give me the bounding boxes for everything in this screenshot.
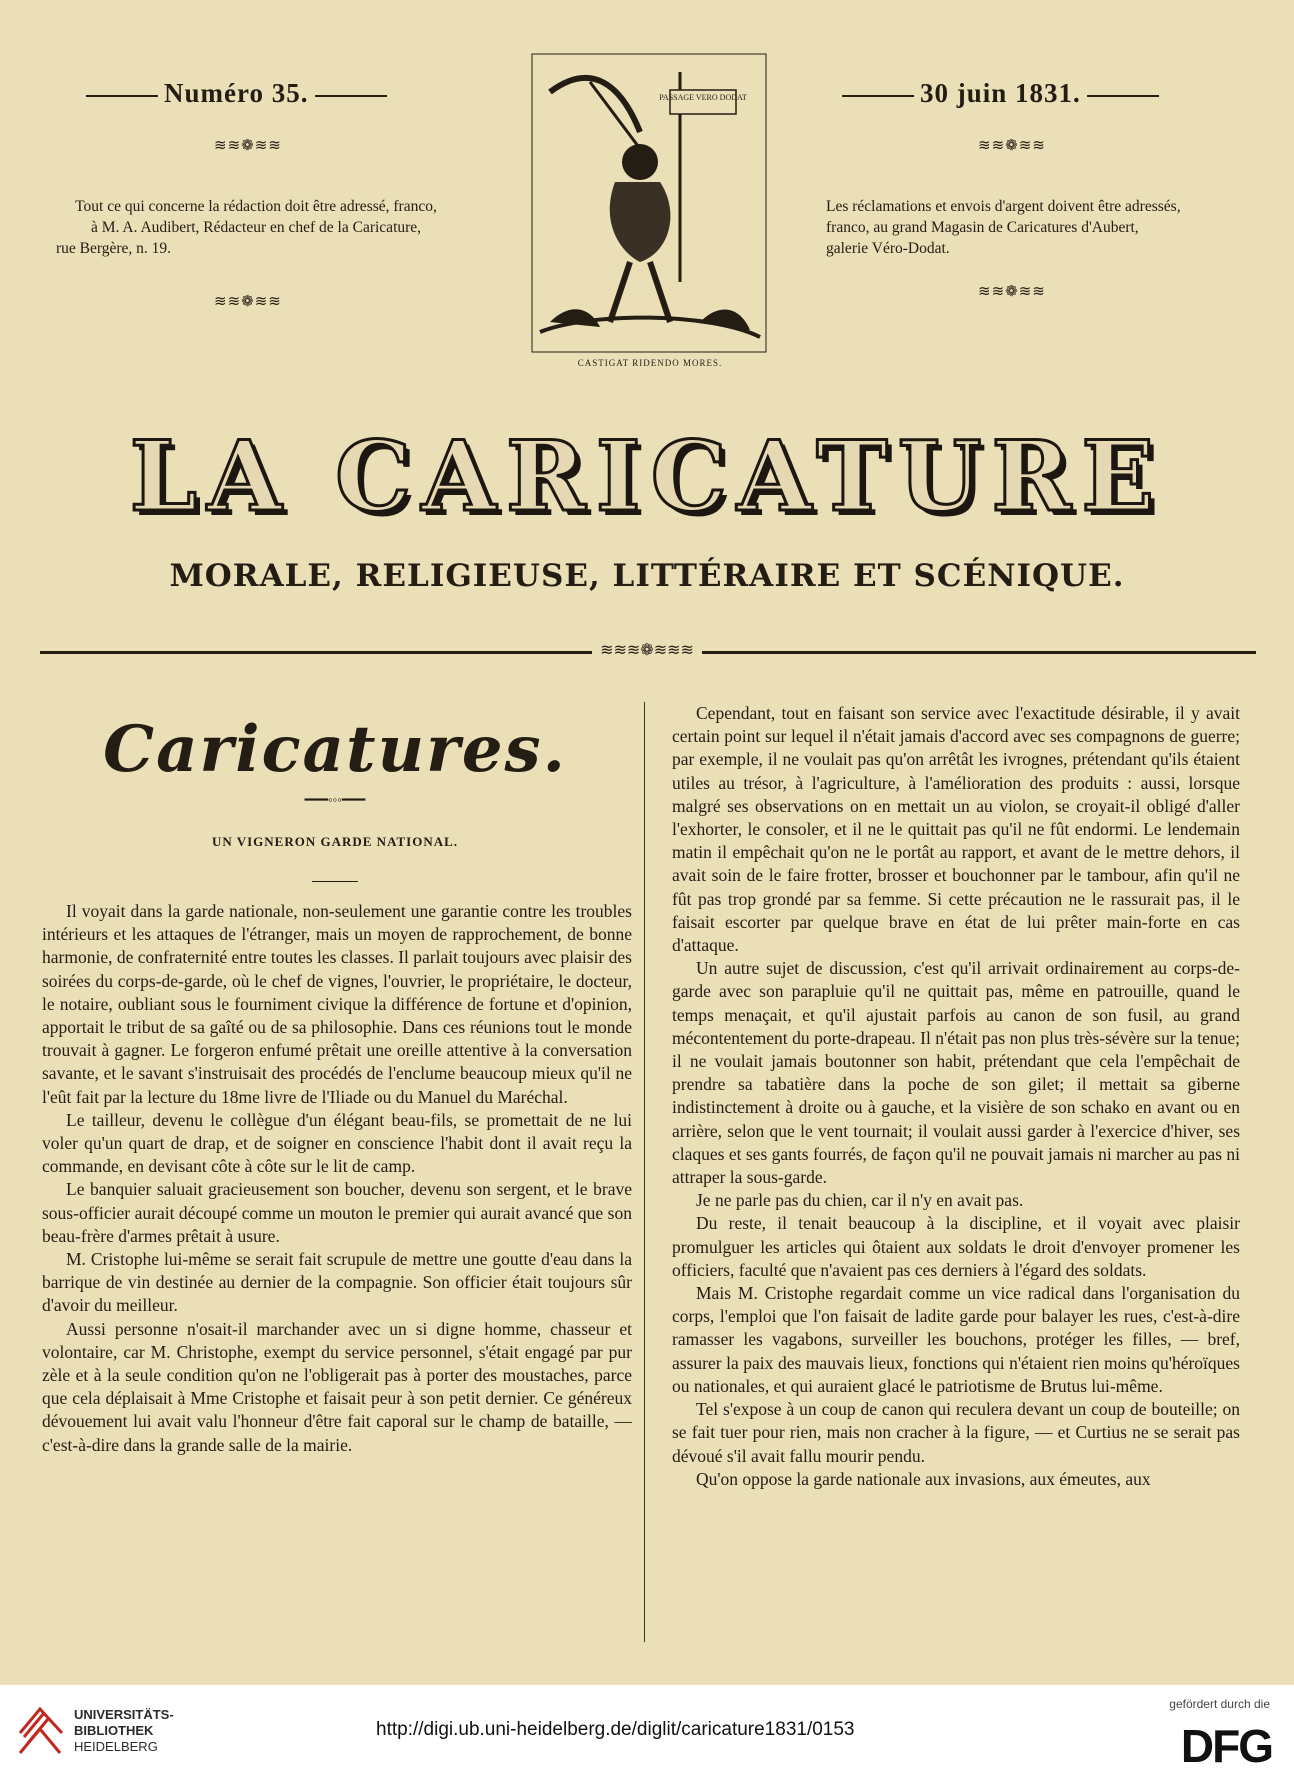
jester-vignette <box>530 52 768 354</box>
left-column <box>42 900 632 1457</box>
address-line: Les réclamations et envois d'argent doivent être adressés, <box>826 198 1181 215</box>
article-title: UN VIGNERON GARDE NATIONAL. <box>211 834 459 849</box>
library-name-line: BIBLIOTHEK <box>74 1723 154 1738</box>
issue-number-text: Numéro 35. <box>164 78 309 108</box>
right-column <box>672 702 1240 1491</box>
masthead-title: LA CARICATURE <box>129 420 1165 533</box>
paragraph: Un autre sujet de discussion, c'est qu'il arrivait ordinairement au corps-de-garde avec son parapluie qu'il ne quittait pas, même en patrouille, quand le temps menaçait, et qu'il ajustait parfois au canon de son fusil, au grand mécontentement du porte-drapeau. Il n'était pas non plus très-sévère sur la tenue; il ne voulait jamais boutonner son habit, prétendant que cela l'empêchait de prendre sa tabatière dans la poche de son gilet; il mettait sa giberne indistinctement à droite ou à gauche, et la visière de son schako en avant ou en arrière, selon que le vent tournait; il voulait aussi garder à l'exercice d'hiver, ses claques et ses gants fourrés, de façon qu'il ne pouvait jamais ni marcher au pas ni attraper la sous-garde. <box>672 958 1240 1188</box>
library-name-line: HEIDELBERG <box>74 1739 158 1754</box>
paragraph: Je ne parle pas du chien, car il n'y en avait pas. <box>696 1190 1024 1211</box>
address-line: Tout ce qui concerne la rédaction doit être adressé, franco, <box>75 198 437 215</box>
column-rule <box>644 702 645 1642</box>
divider-ornament-icon: ≋≋≋❁≋≋≋ <box>0 640 1294 660</box>
paragraph: Tel s'expose à un coup de canon qui reculera devant un coup de bouteille; on se fait tuer pour rien, mais non cracher à la figure, — et Curtius ne se serait pas dévoué s'il avait fallu mourir pendu. <box>672 1399 1240 1466</box>
paragraph: Du reste, il tenait beaucoup à la discipline, et il voyait avec plaisir promulguer les articles qui ôtaient aux soldats le droit d'envoyer promener les officiers, faculté que n'avaient pas ces derniers à l'égard des soldats. <box>672 1213 1240 1280</box>
paragraph: Qu'on oppose la garde nationale aux invasions, aux émeutes, aux <box>696 1468 1151 1489</box>
address-line: rue Bergère, n. 19. <box>56 240 172 257</box>
paragraph: Mais M. Cristophe regardait comme un vice radical dans l'organisation du corps, l'emploi que l'on faisait de ladite garde pour balayer les rues, c'est-à-dire ramasser les vagabons, surveiller les bouchons, protéger les filles, — bref, assurer la paix des mauvais lieux, fonctions qui n'étaient rien moins qu'héroïques ou nationales, et qui auraient glacé le patriotisme de Brutus lui-même. <box>672 1283 1240 1396</box>
editorial-address <box>56 196 456 259</box>
paragraph: Il voyait dans la garde nationale, non-seulement une garantie contre les troubles intérieurs et les attaques de l'étranger, mais un moyen de rapprochement, de bonne harmonie, de confraternité entre toutes les classes. Il parlait toujours avec plaisir des soirées du corps-de-garde, où le chef de vignes, l'ouvrier, le propriétaire, le docteur, le notaire, oubliant sous le fourniment civique la différence de fortune et d'opinion, apportait le tribut de sa gaîté ou de sa philosophie. Dans ces réunions tout le monde trouvait à gagner. Le forgeron enfumé prêtait une oreille attentive à la conversation savante, et le savant s'instruisait des procédés de l'enclume beaucoup mieux qu'il ne l'eût fait par la lecture du 18me livre de l'Iliade ou du Manuel du Maréchal. <box>42 901 632 1107</box>
masthead-subtitle: MORALE, RELIGIEUSE, LITTÉRAIRE ET SCÉNIQUE. <box>169 558 1125 594</box>
ornament-icon: ≋≋❁≋≋ <box>978 284 1046 300</box>
motto: CASTIGAT RIDENDO MORES. <box>577 358 723 368</box>
library-logo-icon <box>16 1703 66 1759</box>
ornament-icon: ≋≋❁≋≋ <box>214 138 282 154</box>
paragraph: Aussi personne n'osait-il marchander avec un si digne homme, chasseur et volontaire, car M. Christophe, exempt du service personnel, s'était engagé par pur zèle et à la seule condition qu'on ne l'obligerait pas à porter des moustaches, parce que cela déplaisait à Mme Cristophe et faisait peur à son petit dernier. Ce généreux dévouement lui avait valu l'honneur d'être fait caporal sur le champ de bataille, — c'est-à-dire dans la grande salle de la mairie. <box>42 1318 632 1455</box>
library-name-line: UNIVERSITÄTS- <box>74 1707 174 1722</box>
address-line: galerie Véro-Dodat. <box>826 240 950 257</box>
issue-date <box>836 78 1165 109</box>
sponsor-label: gefördert durch die <box>1169 1697 1270 1711</box>
issue-date-text: 30 juin 1831. <box>920 78 1081 108</box>
small-ornament-icon: ━━━◦◦◦━━━ <box>304 792 366 807</box>
paragraph: Le tailleur, devenu le collègue d'un élégant beau-fils, se promettait de ne lui voler qu'un quart de drap, et de soigner en conscience l'habit dont il avait reçu la commande, en devisant côte à côte sur le lit de camp. <box>42 1109 632 1177</box>
address-line: franco, au grand Magasin de Caricatures d'Aubert, <box>826 219 1139 236</box>
address-line: à M. A. Audibert, Rédacteur en chef de la Caricature, <box>90 219 422 236</box>
paragraph: Cependant, tout en faisant son service avec l'exactitude désirable, il y avait certain point sur lequel il n'était jamais d'accord avec ses compagnons de guerre; par exemple, il ne voulait pas qu'on arrêtât les ivrognes, prétendant qu'ils étaient utiles au trésor, à l'agriculture, à l'amélioration des produits : aussi, lorsque malgré ses observations on en mettait un au violon, se croyait-il obligé d'aller l'exhorter, le consoler, et il ne le quittait pas qu'il ne fût endormi. Le lendemain matin il empêchait qu'on ne le portât au rapport, et avant de le mettre dehors, il avait soin de le faire frotter, brosser et bouchonner par le tambour, afin qu'il ne fût pas trop grondé par sa femme. Si cette précaution ne le rassurait pas, il le faisait escorter par quelque brave en état de lui prêter main-forte en cas d'attaque. <box>672 703 1240 956</box>
dfg-logo: DFG <box>1180 1720 1272 1772</box>
paragraph: M. Cristophe lui-même se serait fait scrupule de mettre une goutte d'eau dans la barrique de vin destinée au dernier de la compagnie. Son officier était toujours sûr d'avoir du meilleur. <box>42 1249 632 1316</box>
vignette-sign: PASSAGE VERO DODAT <box>659 93 747 102</box>
library-name <box>74 1707 174 1755</box>
ornament-icon: ≋≋❁≋≋ <box>978 138 1046 154</box>
subscription-address <box>826 196 1226 259</box>
section-title: Caricatures. <box>103 712 567 787</box>
issue-number <box>80 78 393 109</box>
digitization-footer <box>0 1685 1294 1781</box>
permalink-url[interactable]: http://digi.ub.uni-heidelberg.de/diglit/caricature1831/0153 <box>376 1719 855 1740</box>
ornament-icon: ≋≋❁≋≋ <box>214 294 282 310</box>
article-title-rule <box>312 881 358 882</box>
paragraph: Le banquier saluait gracieusement son boucher, devenu son sergent, et le brave sous-officier aurait découpé comme un mouton le premier qui aurait avancé que son beau-frère d'armes prêtait à usure. <box>42 1179 632 1246</box>
